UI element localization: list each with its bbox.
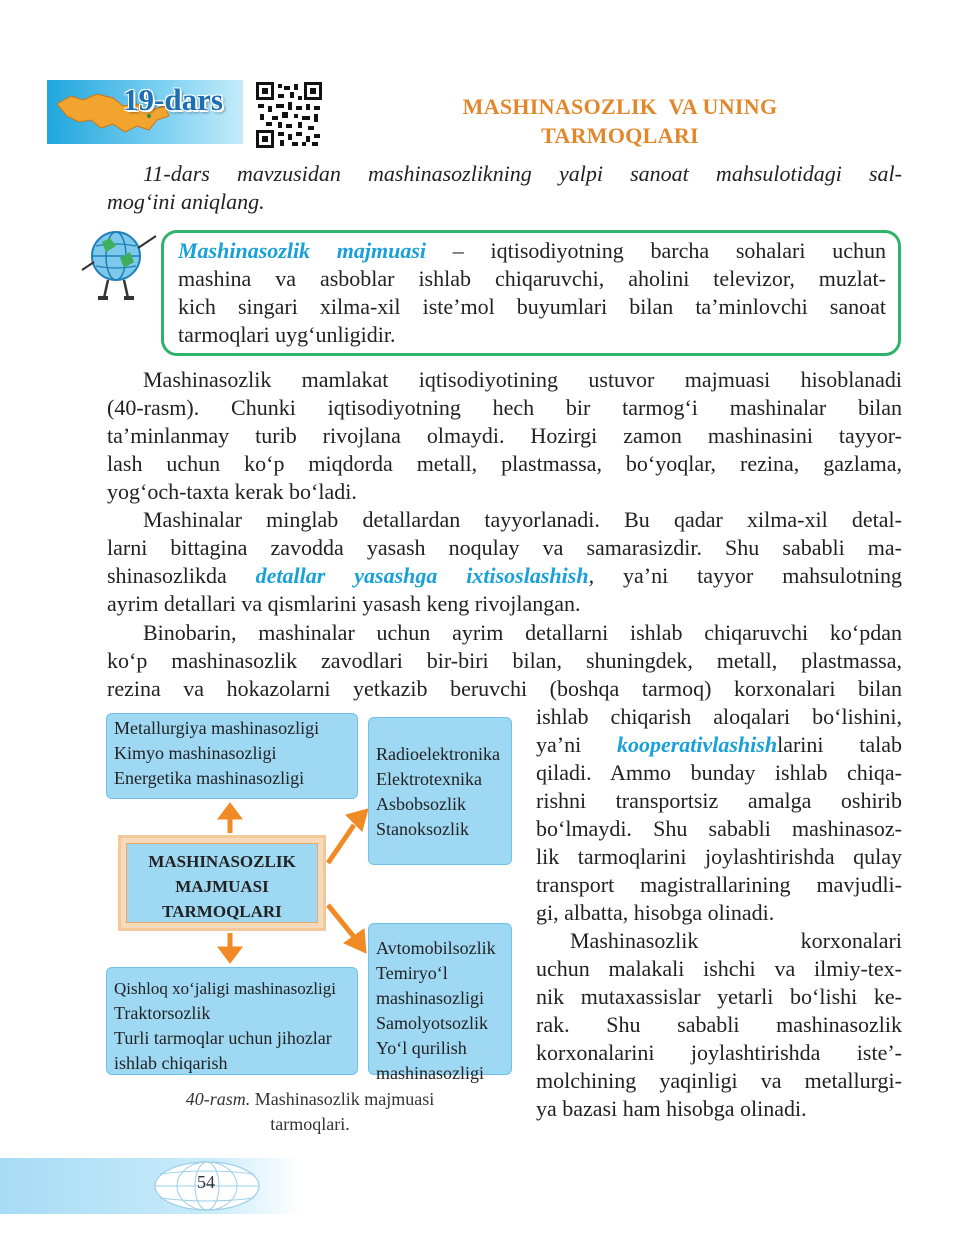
- body-line: lik tarmoqlarini joylashtirishda qulay: [536, 844, 902, 869]
- body-line: Binobarin, mashinalar uchun ayrim detallarni ishlab chiqaruvchi ko‘pdan: [143, 620, 902, 645]
- caption-number: 40-rasm.: [185, 1089, 251, 1109]
- body-line: ishlab chiqarish aloqalari bo‘lishini,: [536, 704, 902, 729]
- body-paragraph-1: [107, 366, 902, 506]
- diagram-item: Turli tarmoqlar uchun jihozlar: [114, 1028, 332, 1048]
- definition-text: – iqtisodiyotning barcha sohalari uchun: [426, 238, 886, 263]
- task-paragraph: [107, 160, 902, 216]
- caption-text: Mashinasozlik majmuasi: [250, 1089, 435, 1109]
- body-line: ta’minlanmay turib rivojlana olmaydi. Hozirgi zamon mashinasini tayyor-: [107, 423, 902, 448]
- machine-building-diagram: [106, 713, 512, 1083]
- body-line: (40-rasm). Chunki iqtisodiyotning hech bir tarmog‘i mashinalar bilan: [107, 395, 902, 420]
- lesson-title-line1: MASHINASOZLIK VA UNING: [462, 94, 778, 119]
- body-line: ya bazasi ham hisobga olinadi.: [536, 1096, 807, 1121]
- diagram-item: mashinasozligi: [376, 988, 484, 1008]
- diagram-item: Elektrotexnika: [376, 769, 482, 789]
- body-line: gi, albatta, hisobga olinadi.: [536, 900, 775, 925]
- definition-line: tarmoqlari uyg‘unligidir.: [178, 322, 396, 347]
- body-line: nik mutaxassislar yetarli bo‘lishi ke-: [536, 984, 902, 1009]
- diagram-item: Radioelektronika: [376, 744, 500, 764]
- diagram-item: Stanoksozlik: [376, 819, 469, 839]
- diagram-item: Avtomobilsozlik: [376, 938, 496, 958]
- qr-code-icon[interactable]: [256, 82, 322, 148]
- body-line: bo‘lmaydi. Shu sababli mashinasoz-: [536, 816, 902, 841]
- body-text: , ya’ni tayyor mahsulotning: [588, 563, 902, 588]
- body-line: Mashinasozlik mamlakat iqtisodiyotining ustuvor majmuasi hisoblanadi: [143, 367, 902, 392]
- body-line: [107, 562, 902, 590]
- lesson-badge: [47, 80, 243, 144]
- body-line: [536, 731, 902, 759]
- diagram-item: Energetika mashinasozligi: [114, 768, 305, 788]
- arrow-down-right: [328, 905, 354, 937]
- page-number: 54: [197, 1172, 215, 1192]
- body-line: rak. Shu sababli mashinasozlik: [536, 1012, 902, 1037]
- diagram-item: Traktorsozlik: [114, 1003, 211, 1023]
- body-line: ayrim detallari va qismlarini yasash keng rivojlangan.: [107, 591, 581, 616]
- diagram-item: Kimyo mashinasozligi: [114, 743, 277, 763]
- arrow-up-right: [328, 825, 354, 863]
- arrow-up-right-head: [346, 809, 368, 831]
- diagram-box-top-right: [368, 717, 512, 865]
- task-line: 11-dars mavzusidan mashinasozlikning yalpi sanoat mahsulotidagi sal-: [143, 161, 902, 186]
- body-text: ya’ni: [536, 732, 617, 757]
- term-cooperation: kooperativlashish: [616, 732, 778, 757]
- body-line: Mashinasozlik korxonalari: [570, 928, 902, 953]
- definition-term: Mashinasozlik majmuasi: [178, 238, 427, 263]
- body-line: ko‘p mashinasozlik zavodlari bir-biri bilan, shuningdek, metall, plastmassa,: [107, 648, 902, 673]
- body-line: yog‘och-taxta kerak bo‘ladi.: [107, 479, 357, 504]
- body-line: uchun malakali ishchi va ilmiy-tex-: [536, 956, 902, 981]
- lesson-title: [420, 92, 820, 150]
- body-line: lash uchun ko‘p miqdorda metall, plastmassa, bo‘yoqlar, rezina, gazlama,: [107, 451, 902, 476]
- right-column-text: [536, 703, 902, 1123]
- diagram-item: ishlab chiqarish: [114, 1053, 228, 1073]
- body-paragraph-3: [107, 619, 902, 703]
- body-text: larini talab: [777, 732, 902, 757]
- arrow-down-right-head: [344, 929, 366, 953]
- diagram-item: Temiryo‘l: [376, 963, 448, 983]
- figure-caption: [130, 1087, 490, 1137]
- diagram-box-top-left: [106, 713, 358, 799]
- body-paragraph-2: [107, 506, 902, 618]
- diagram-box-bottom-left: [106, 967, 358, 1075]
- term-specialization: detallar yasashga ixtisoslashish: [255, 563, 589, 588]
- task-line: mog‘ini aniqlang.: [107, 189, 265, 214]
- body-line: Mashinalar minglab detallardan tayyorlanadi. Bu qadar xilma-xil detal-: [143, 507, 902, 532]
- caption-line-2: tarmoqlari.: [270, 1114, 350, 1134]
- definition-box: [161, 230, 901, 356]
- diagram-item: Metallurgiya mashinasozligi: [114, 718, 320, 738]
- diagram-item: mashinasozligi: [376, 1063, 484, 1083]
- arrow-up-head: [218, 803, 242, 819]
- diagram-item: Asbobsozlik: [376, 794, 466, 814]
- diagram-center-line: MASHINASOZLIK: [148, 852, 296, 871]
- body-line: rezina va hokazolarni yetkazib beruvchi (boshqa tarmoq) korxonalari bilan: [107, 676, 902, 701]
- caption-line-1: [130, 1087, 490, 1112]
- body-line: transport magistrallarining mavjudli-: [536, 872, 902, 897]
- body-text: shinasozlikda: [107, 563, 256, 588]
- globe-mascot-icon: [76, 222, 160, 306]
- body-line: molchining yaqinligi va metallurgi-: [536, 1068, 902, 1093]
- definition-line: kich singari xilma-xil iste’mol buyumlari bilan ta’minlovchi sanoat: [178, 294, 886, 319]
- definition-line: [178, 237, 886, 265]
- definition-line: mashina va asboblar ishlab chiqaruvchi, aholini televizor, muzlat-: [178, 266, 886, 291]
- diagram-item: Yo‘l qurilish: [376, 1038, 467, 1058]
- lesson-number: 19-dars: [123, 82, 223, 117]
- body-line: rishni transportsiz amalga oshirib: [536, 788, 902, 813]
- arrow-down-head: [218, 947, 242, 963]
- diagram-box-center: [118, 835, 326, 931]
- lesson-title-line2: TARMOQLARI: [541, 123, 699, 148]
- diagram-item: Qishloq xo‘jaligi mashinasozligi: [114, 979, 336, 998]
- diagram-box-bottom-right: [368, 923, 512, 1083]
- body-line: qiladi. Ammo bunday ishlab chiqa-: [536, 760, 902, 785]
- diagram-center-line: MAJMUASI: [175, 877, 269, 896]
- body-line: korxonalarini joylashtirishda iste’-: [536, 1040, 902, 1065]
- diagram-center-line: TARMOQLARI: [162, 902, 282, 921]
- body-line: larni bittagina zavodda yasash noqulay va samarasizdir. Shu sababli ma-: [107, 535, 902, 560]
- diagram-item: Samolyotsozlik: [376, 1013, 488, 1033]
